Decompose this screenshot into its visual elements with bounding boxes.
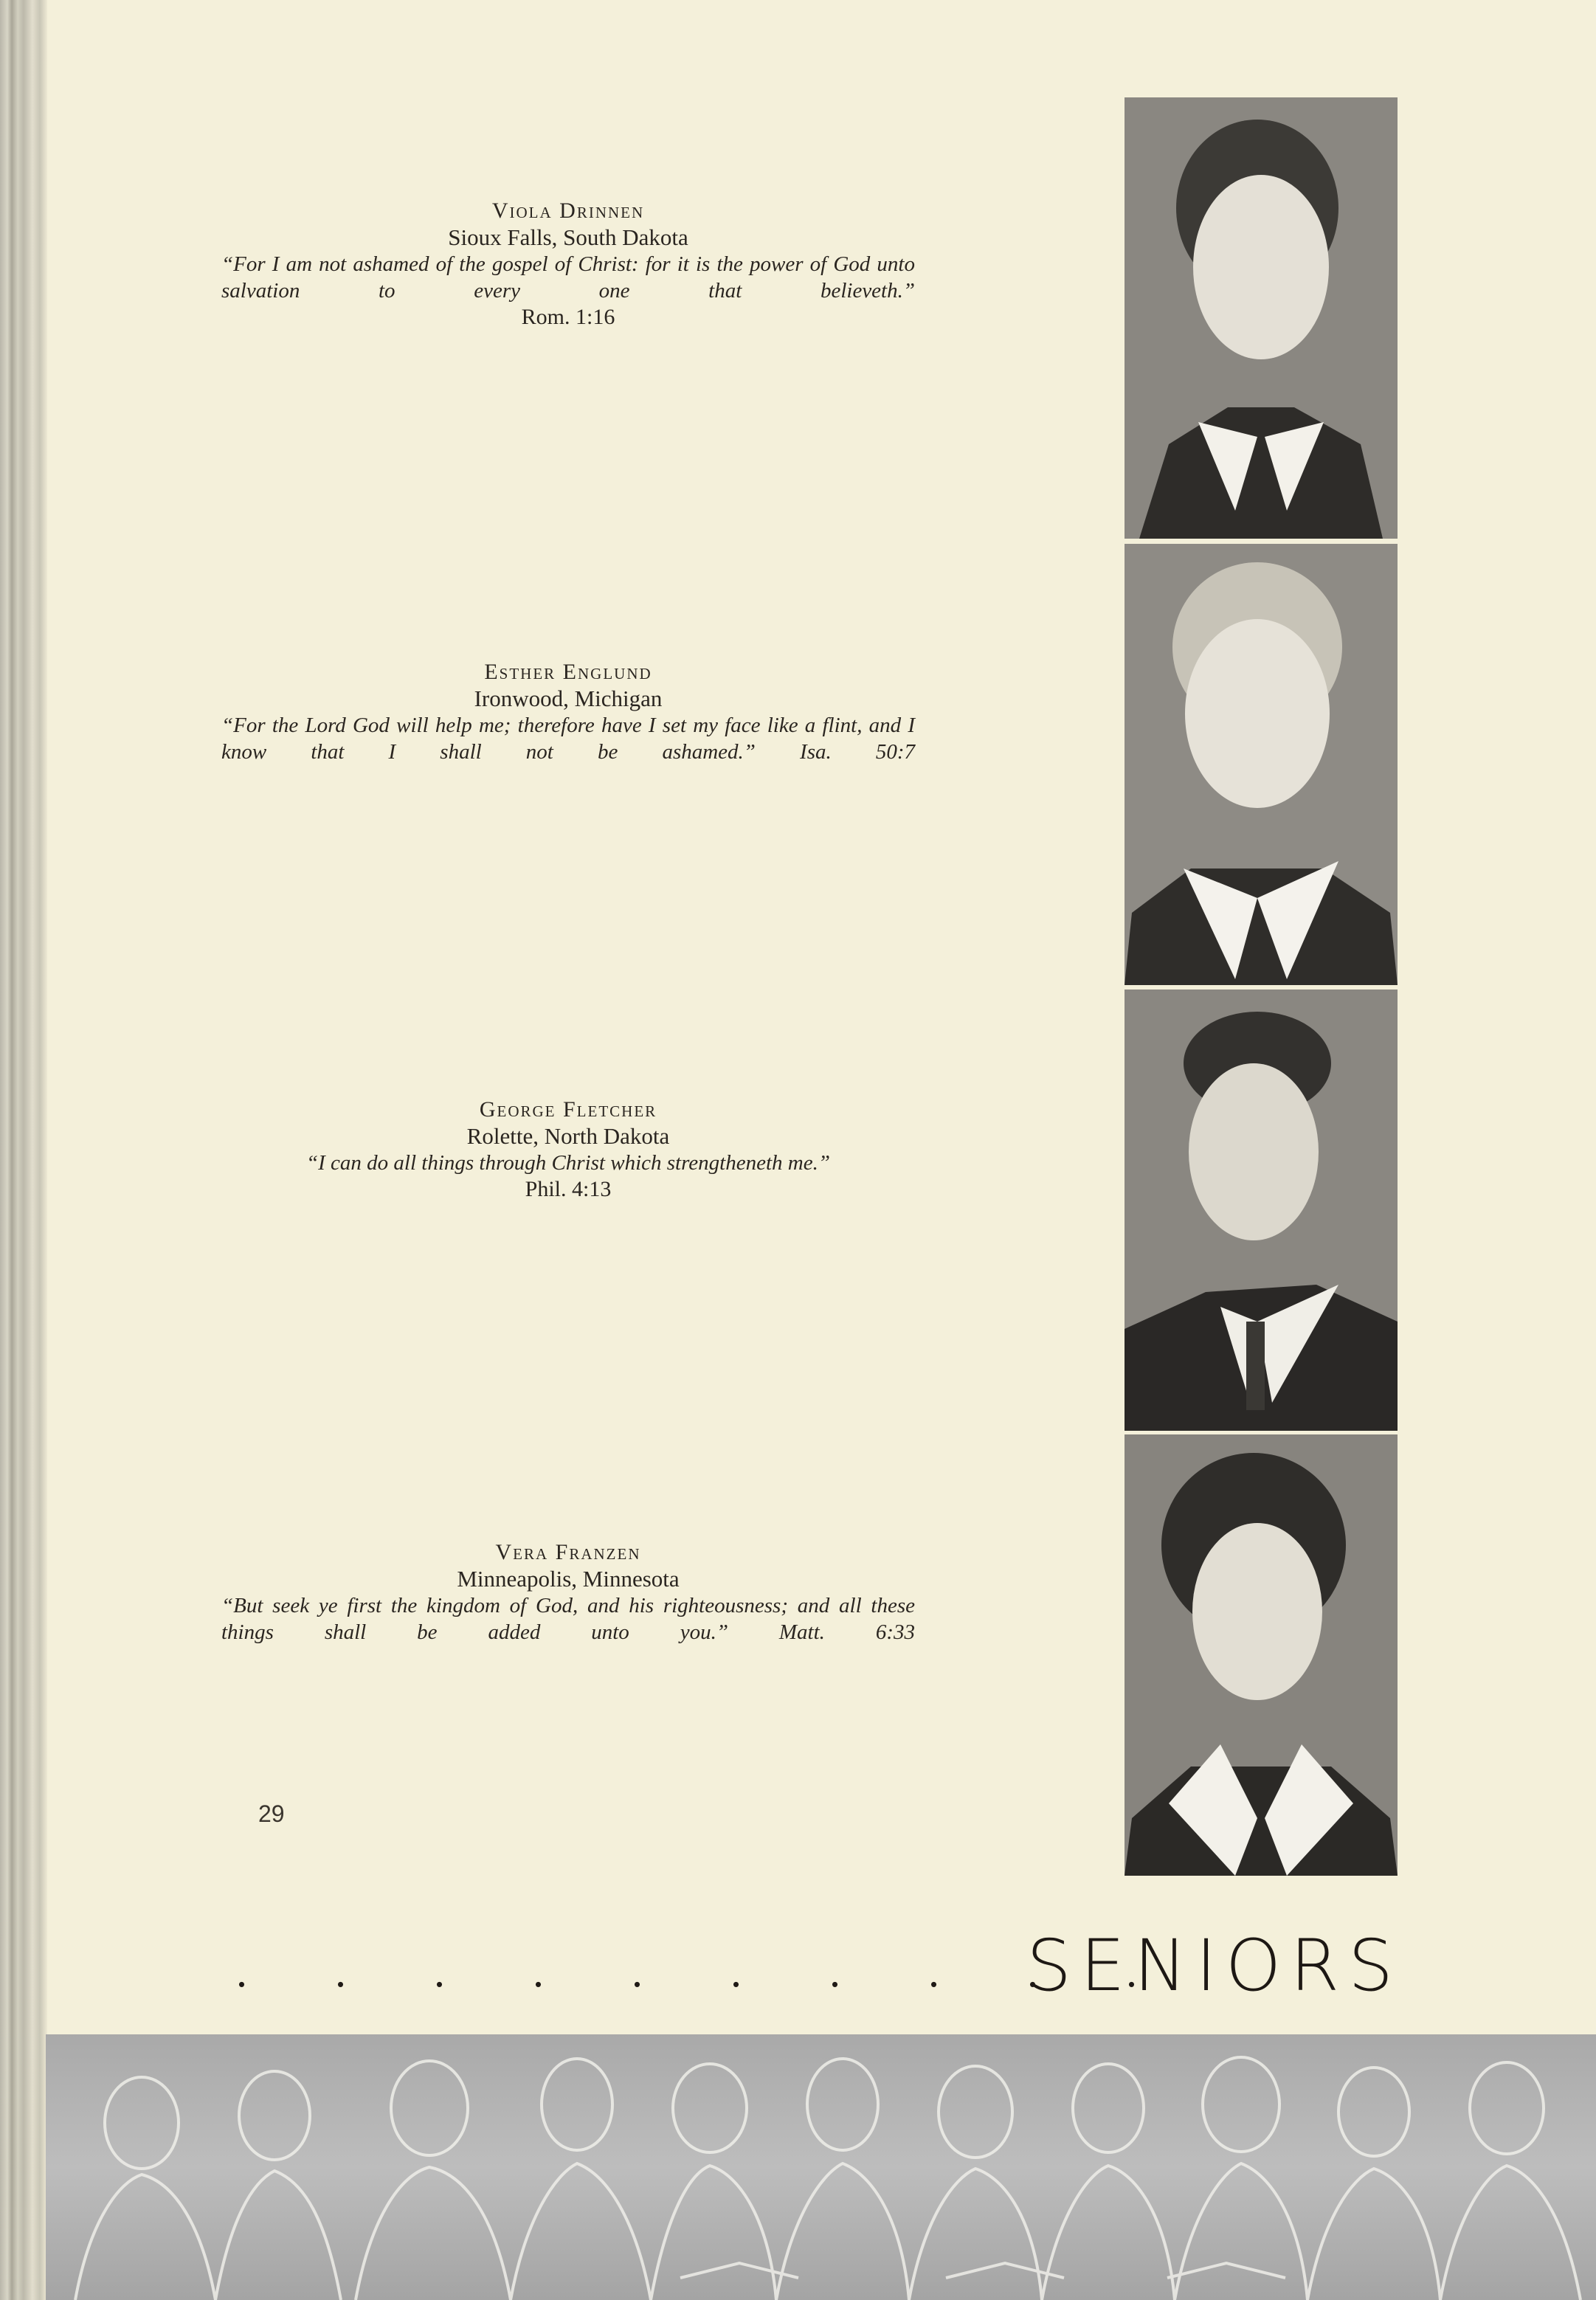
senior-quote: “For the Lord God will help me; therefore have I set my face like a flint, and I know that I shall not be ashamed.” Isa. 50:7 — [221, 714, 915, 764]
page-number: 29 — [258, 1800, 285, 1827]
senior-entry-vera-franzen — [221, 1539, 915, 1645]
page-binding-edge — [0, 0, 47, 2300]
senior-entry-george-fletcher — [221, 1097, 915, 1203]
senior-name: Vera Franzen — [495, 1540, 641, 1564]
senior-name: Esther Englund — [484, 660, 652, 684]
senior-name: Viola Drinnen — [491, 198, 645, 223]
portrait-photo-viola-drinnen — [1125, 97, 1398, 539]
section-heading — [236, 1924, 1417, 2006]
illustrated-students-frieze — [46, 2034, 1596, 2300]
senior-hometown: Rolette, North Dakota — [466, 1123, 670, 1149]
senior-quote: “I can do all things through Christ which strengtheneth me.” — [306, 1151, 830, 1175]
section-title: SENIORS — [1026, 1924, 1402, 2007]
portrait-photo-esther-englund — [1125, 544, 1398, 985]
senior-hometown: Sioux Falls, South Dakota — [448, 224, 688, 250]
senior-hometown: Minneapolis, Minnesota — [457, 1566, 680, 1592]
senior-quote: “But seek ye first the kingdom of God, and his righteousness; and all these things shall be added unto you.” Matt. 6:33 — [221, 1594, 915, 1644]
senior-name: George Fletcher — [479, 1097, 657, 1122]
portrait-photo-george-fletcher — [1125, 990, 1398, 1431]
senior-quote: “For I am not ashamed of the gospel of Christ: for it is the power of God unto salvation to every one that believeth.” — [221, 252, 915, 303]
scripture-reference: Phil. 4:13 — [525, 1177, 612, 1201]
scripture-reference: Rom. 1:16 — [521, 305, 615, 329]
portrait-photo-vera-franzen — [1125, 1434, 1398, 1876]
senior-hometown: Ironwood, Michigan — [474, 685, 663, 711]
leader-dots: . . . . . . . . . . — [236, 1947, 1175, 1996]
senior-entry-esther-englund — [221, 659, 915, 765]
senior-entry-viola-drinnen — [221, 198, 915, 331]
